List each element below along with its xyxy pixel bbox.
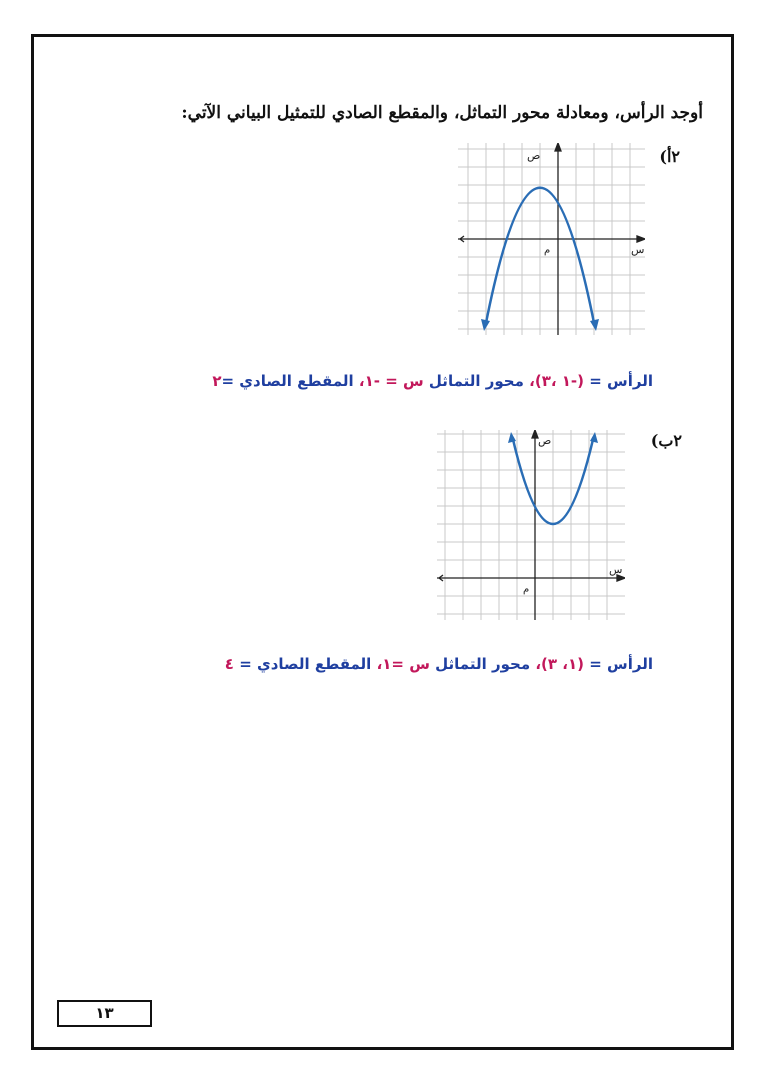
axis-prefix: محور التماثل [428, 372, 524, 390]
vertex-prefix: الرأس = [589, 655, 653, 673]
vertex-value: (١، ٣)، [535, 655, 585, 673]
origin-label: م [544, 245, 551, 256]
answer-2b [225, 655, 653, 673]
axis-value: س = -١، [358, 372, 424, 390]
parabola-graph-2b [437, 430, 625, 620]
origin-label: م [523, 584, 530, 595]
problem-label-2a: ٢أ) [659, 147, 680, 166]
parabola-graph-2a [458, 143, 645, 335]
intercept-prefix: المقطع الصادي = [221, 372, 354, 390]
intercept-prefix: المقطع الصادي = [239, 655, 372, 673]
x-axis-label: س [609, 563, 623, 576]
vertex-prefix: الرأس = [589, 372, 653, 390]
x-axis-label: س [631, 243, 645, 256]
problem-label-2b: ٢ب) [650, 431, 682, 450]
axis-prefix: محور التماثل [435, 655, 531, 673]
intercept-value: ٢ [212, 372, 222, 390]
answer-2a [212, 372, 653, 390]
y-axis-label: ص [538, 434, 552, 447]
page-number: ١٣ [57, 1000, 152, 1027]
axis-value: س =١، [376, 655, 430, 673]
vertex-value: (-١ ،٣)، [529, 372, 585, 390]
y-axis-label: ص [527, 149, 541, 162]
instruction-text: أوجد الرأس، ومعادلة محور التماثل، والمقطع الصادي للتمثيل البياني الآتي: [181, 103, 703, 123]
intercept-value: ٤ [224, 655, 234, 673]
